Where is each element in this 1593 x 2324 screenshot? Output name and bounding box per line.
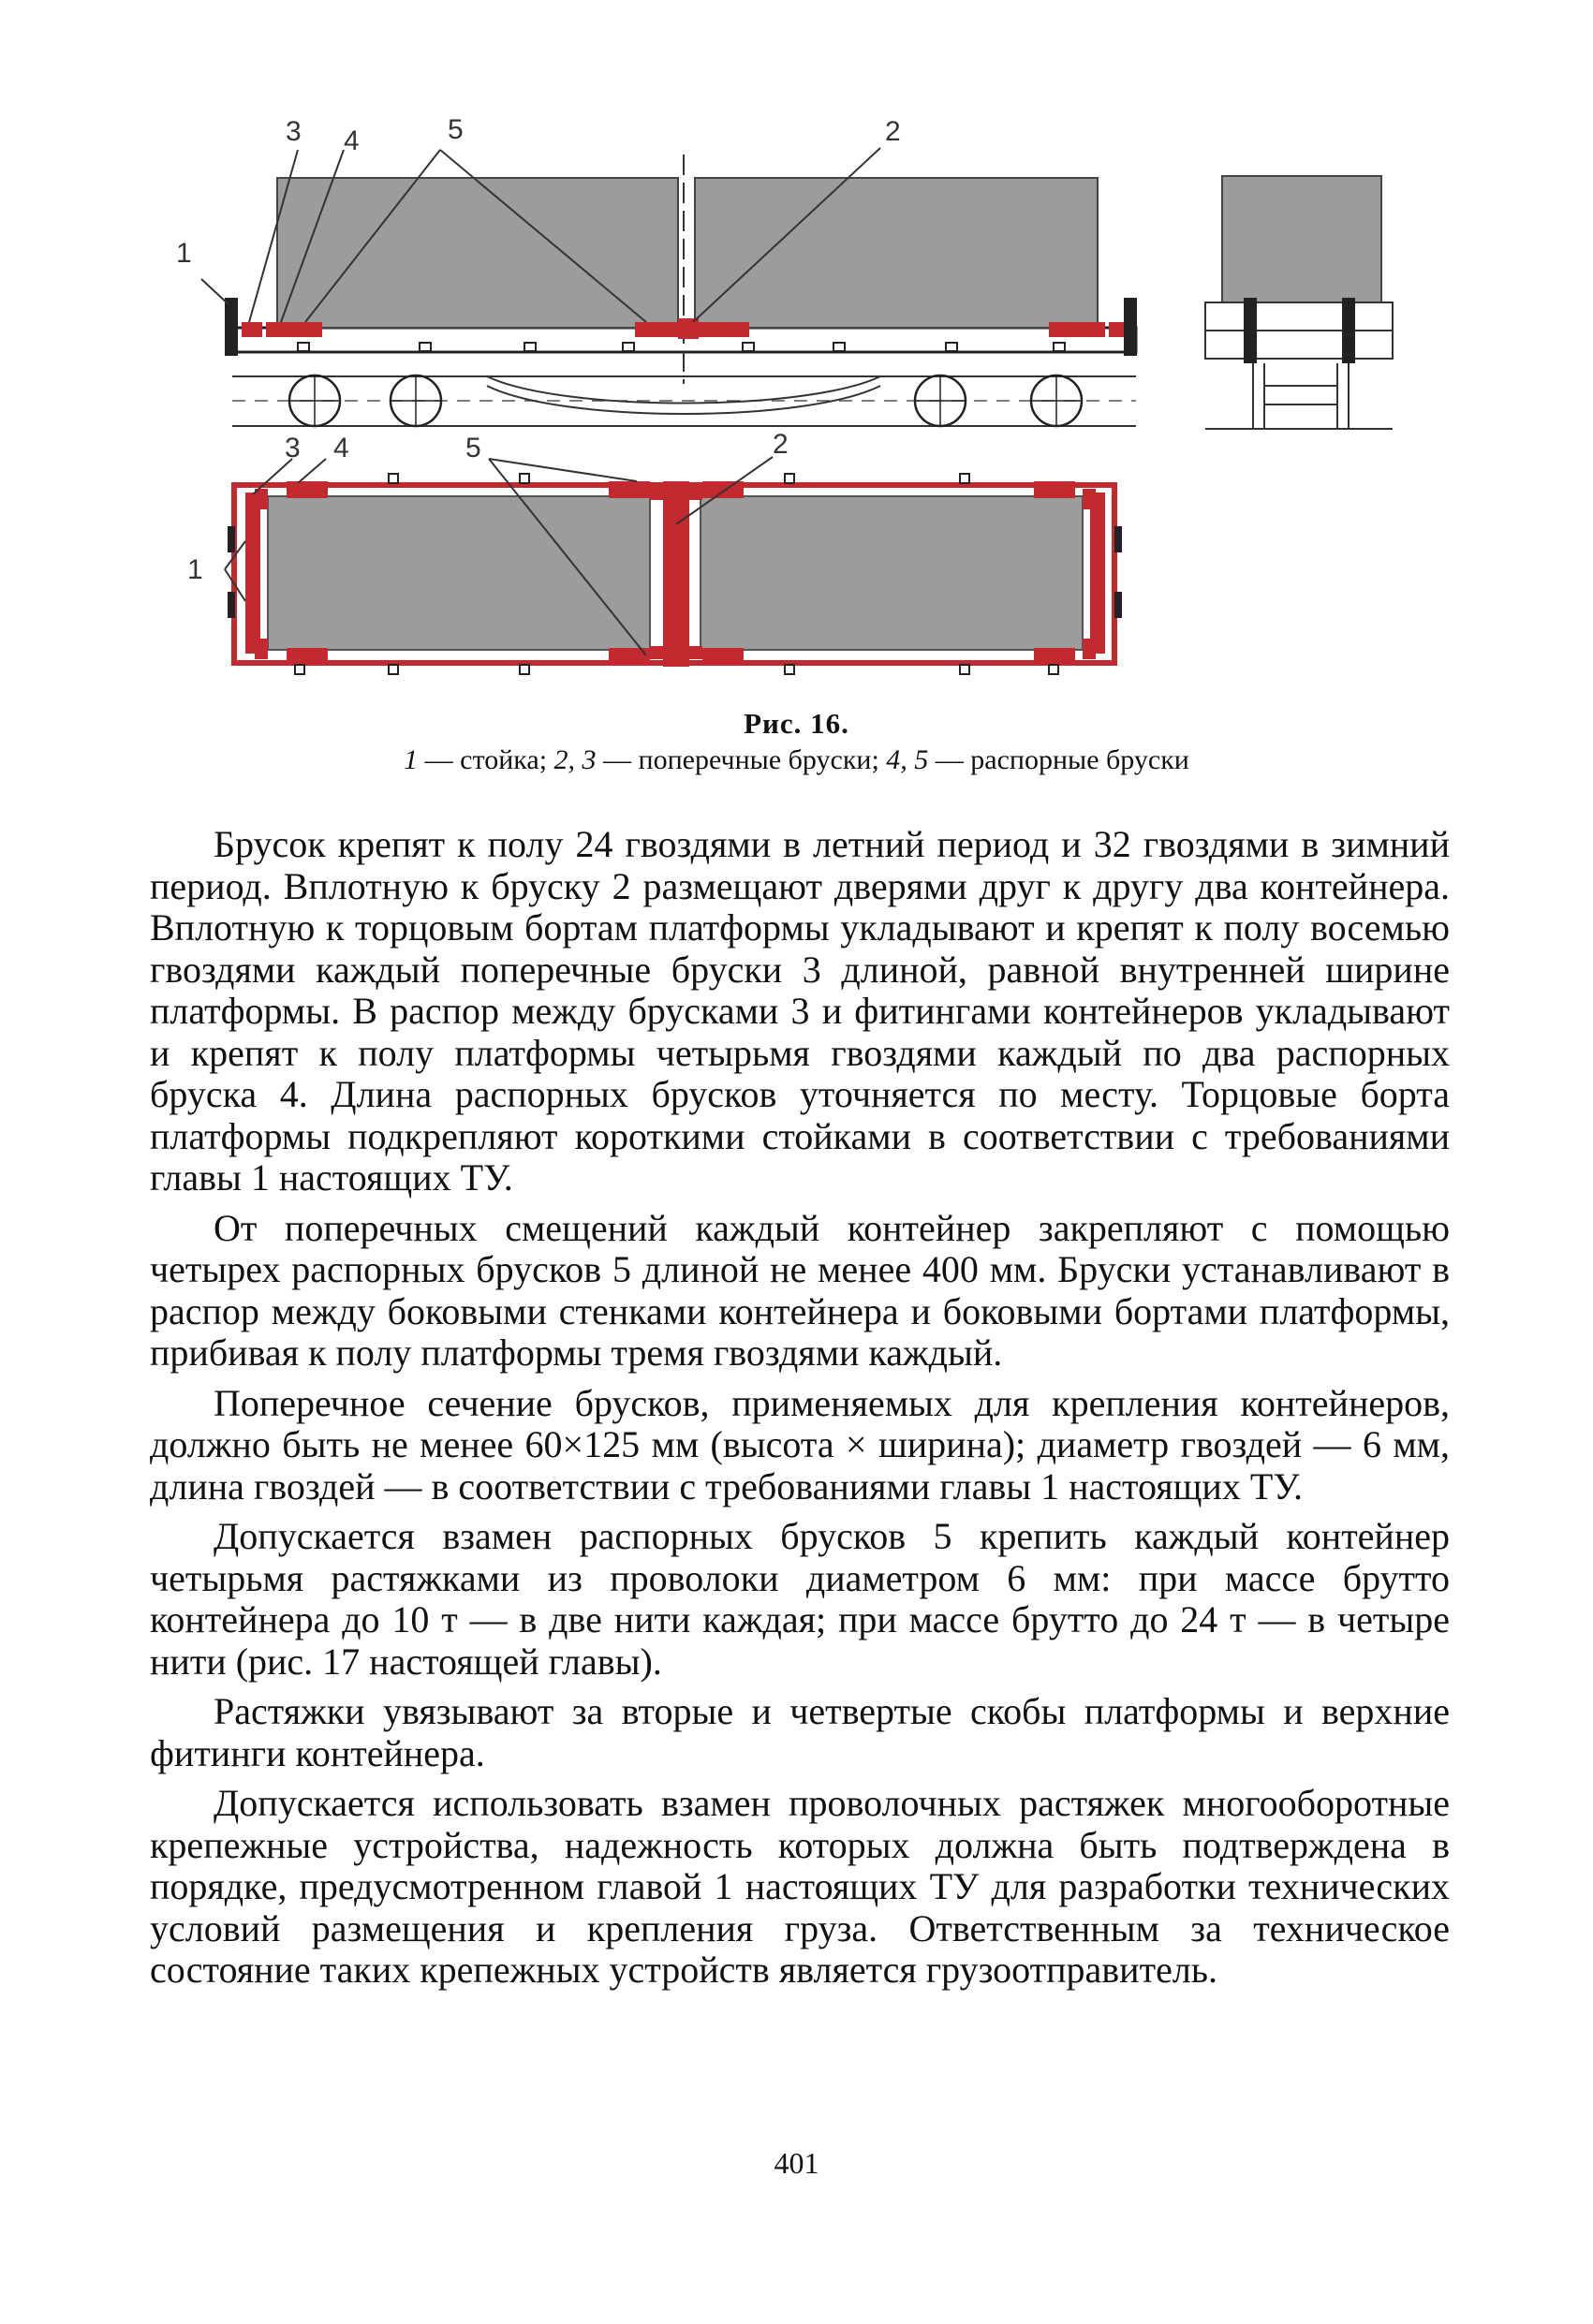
figure-16: [0, 0, 1593, 712]
bar-5-left: [635, 322, 684, 337]
top-bar-2: [663, 481, 689, 667]
top-view: [187, 429, 1122, 674]
end-view-container: [1222, 176, 1381, 302]
paragraph: Допускается использовать взамен проволочных растяжек многооборотные крепежные устройства, надежность которых должна быть подтверждена в порядке, предусмотренном главой 1 настоящих ТУ для разработки технических условий размещения и крепления груза. Ответственным за техническое состояние таких крепежных устройств является грузоотправитель.: [150, 1782, 1450, 1991]
callout-4: 4: [344, 125, 360, 156]
bar-4-left: [266, 322, 322, 337]
callout-1: 1: [176, 238, 192, 269]
legend-num-1: 1: [404, 744, 419, 775]
paragraph: Поперечное сечение брусков, применяемых для крепления контейнеров, должно быть не менее 60×125 мм (высота × ширина); диаметр гвоздей — 6 мм, длина гвоздей — в соответствии с требованиями главы 1 настоящих ТУ.: [150, 1381, 1450, 1508]
top-callout-1: 1: [187, 554, 203, 585]
bar-3-right: [1109, 322, 1124, 337]
end-view: [1205, 176, 1393, 429]
figure-legend: [0, 744, 1593, 776]
callout-3: 3: [286, 116, 302, 147]
top-callout-4: 4: [333, 433, 349, 463]
legend-text-23: — поперечные бруски;: [596, 744, 887, 775]
bar-4-right: [1049, 322, 1105, 337]
legend-text-45: — распорные бруски: [928, 744, 1189, 775]
bar-3-left: [242, 322, 262, 337]
bar-5-right: [699, 322, 749, 337]
figure-title: Рис. 16.: [744, 707, 849, 740]
paragraph: Растяжки увязывают за вторые и четвертые скобы платформы и верхние фитинги контейнера.: [150, 1690, 1450, 1774]
paragraph: Брусок крепят к полу 24 гвоздями в летний период и 32 гвоздями в зимний период. Вплотную к бруску 2 размещают дверями друг к другу два контейнера. Вплотную к торцовым бортам платформы укладывают и крепят к полу восемью гвоздями каждый поперечные бруски 3 длиной, равной внутренней ширине платформы. В распор между брусками 3 и фитингами контейнеров укладывают и крепят к полу платформы четырьмя гвоздями каждый по два распорных бруска 4. Длина распорных брусков уточняется по месту. Торцовые борта платформы подкрепляют короткими стойками в соответствии с требованиями главы 1 настоящих ТУ.: [150, 823, 1450, 1199]
top-container-right: [701, 496, 1083, 650]
container-right: [695, 178, 1098, 328]
legend-num-45: 4, 5: [886, 744, 929, 775]
side-view: [176, 114, 1137, 426]
container-left: [277, 178, 678, 328]
callout-5: 5: [448, 114, 464, 145]
callout-2: 2: [885, 116, 901, 147]
paragraph: От поперечных смещений каждый контейнер закрепляют с помощью четырех распорных брусков 5 длиной не менее 400 мм. Бруски устанавливают в распор между боковыми стенками контейнера и боковыми бортами платформы, прибивая к полу платформы тремя гвоздями каждый.: [150, 1206, 1450, 1374]
top-bar-3-left: [245, 493, 260, 654]
top-callout-5: 5: [465, 433, 481, 463]
top-callout-3: 3: [285, 433, 301, 463]
stake-left: [225, 298, 238, 356]
top-callout-2: 2: [773, 429, 789, 460]
legend-text-1: — стойка;: [418, 744, 554, 775]
stake-right: [1124, 298, 1137, 356]
paragraph: Допускается взамен распорных брусков 5 крепить каждый контейнер четырьмя растяжками из проволоки диаметром 6 мм: при массе брутто контейнера до 10 т — в две нити каждая; при массе брутто до 24 т — в четыре нити (рис. 17 настоящей главы).: [150, 1515, 1450, 1683]
page-number: 401: [774, 2146, 819, 2180]
bar-2: [678, 318, 699, 339]
top-container-left: [268, 496, 650, 650]
legend-num-23: 2, 3: [553, 744, 597, 775]
body-text: [150, 824, 1450, 2000]
top-bar-3-right: [1090, 493, 1105, 654]
